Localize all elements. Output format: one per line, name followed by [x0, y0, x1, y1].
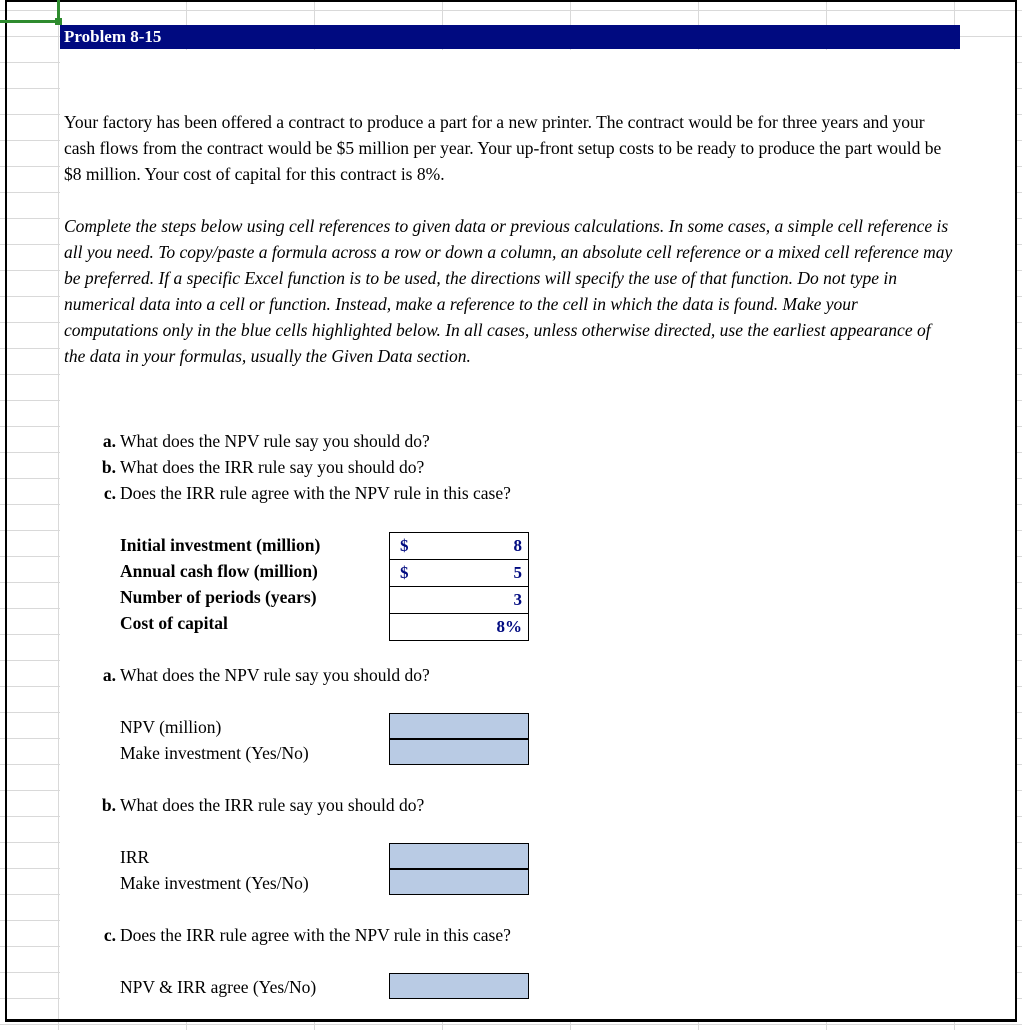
question-c	[88, 480, 511, 506]
npv-label: NPV (million)	[120, 717, 222, 737]
cell-value: 5	[513, 563, 522, 582]
question-letter: b.	[101, 457, 116, 477]
section-heading-text: What does the IRR rule say you should do?	[120, 795, 425, 815]
section-letter: b.	[101, 795, 116, 815]
cell-value: 3	[513, 590, 522, 609]
instructions-text: Complete the steps below using cell references to given data or previous calculations. In some cases, a simple cell reference is all you need. To copy/paste a formula across a row or down a column, an absolute cell reference or a mixed cell reference may be preferred. If a specific Excel function is to be used, the directions will specify the use of that function. Do not type in numerical data into a cell or function. Instead, make a reference to the cell in which the data is found. Make your computations only in the blue cells highlighted below. In all cases, unless otherwise directed, use the earliest appearance of the data in your formulas, usually the Given Data section.	[64, 216, 953, 366]
given-label-initial-investment: Initial investment (million)	[120, 535, 321, 555]
currency-symbol: $	[400, 536, 409, 555]
section-letter: c.	[103, 925, 116, 945]
problem-title: Problem 8-15	[60, 25, 960, 49]
section-heading-text: Does the IRR rule agree with the NPV rule in this case?	[120, 925, 511, 945]
given-data-cells	[389, 532, 529, 641]
section-b-heading	[88, 792, 424, 818]
cell-cost-of-capital[interactable]	[390, 614, 528, 640]
irr-input-cell[interactable]	[389, 843, 529, 869]
given-label-annual-cash-flow: Annual cash flow (million)	[120, 561, 318, 581]
question-text: Does the IRR rule agree with the NPV rule in this case?	[120, 483, 511, 503]
question-a	[88, 428, 430, 454]
selection-fill-handle[interactable]	[55, 18, 62, 25]
given-label-cost-of-capital: Cost of capital	[120, 613, 228, 633]
cell-value: 8%	[496, 617, 522, 636]
section-heading-text: What does the NPV rule say you should do?	[120, 665, 430, 685]
npv-irr-agree-label: NPV & IRR agree (Yes/No)	[120, 977, 317, 997]
question-letter: c.	[103, 483, 116, 503]
given-label-number-of-periods: Number of periods (years)	[120, 587, 317, 607]
cell-annual-cash-flow[interactable]	[390, 560, 528, 587]
question-b	[88, 454, 424, 480]
currency-symbol: $	[400, 563, 409, 582]
question-text: What does the NPV rule say you should do?	[120, 431, 430, 451]
npv-make-investment-label: Make investment (Yes/No)	[120, 743, 309, 763]
npv-input-cell[interactable]	[389, 713, 529, 739]
cell-value: 8	[513, 536, 522, 555]
irr-make-investment-input-cell[interactable]	[389, 869, 529, 895]
question-letter: a.	[102, 431, 116, 451]
cell-initial-investment[interactable]	[390, 533, 528, 560]
cell-selection-edge	[0, 20, 60, 23]
question-text: What does the IRR rule say you should do?	[120, 457, 425, 477]
irr-make-investment-label: Make investment (Yes/No)	[120, 873, 309, 893]
npv-irr-agree-input-cell[interactable]	[389, 973, 529, 999]
section-letter: a.	[102, 665, 116, 685]
section-c-heading	[88, 922, 511, 948]
npv-make-investment-input-cell[interactable]	[389, 739, 529, 765]
irr-label: IRR	[120, 847, 150, 867]
cell-number-of-periods[interactable]	[390, 587, 528, 614]
problem-description: Your factory has been offered a contract to produce a part for a new printer. The contract would be for three years and your cash flows from the contract would be $5 million per year. Your up-front setup costs to be ready to produce the part would be $8 million. Your cost of capital for this contract is 8%.	[64, 112, 942, 184]
section-a-heading	[88, 662, 430, 688]
